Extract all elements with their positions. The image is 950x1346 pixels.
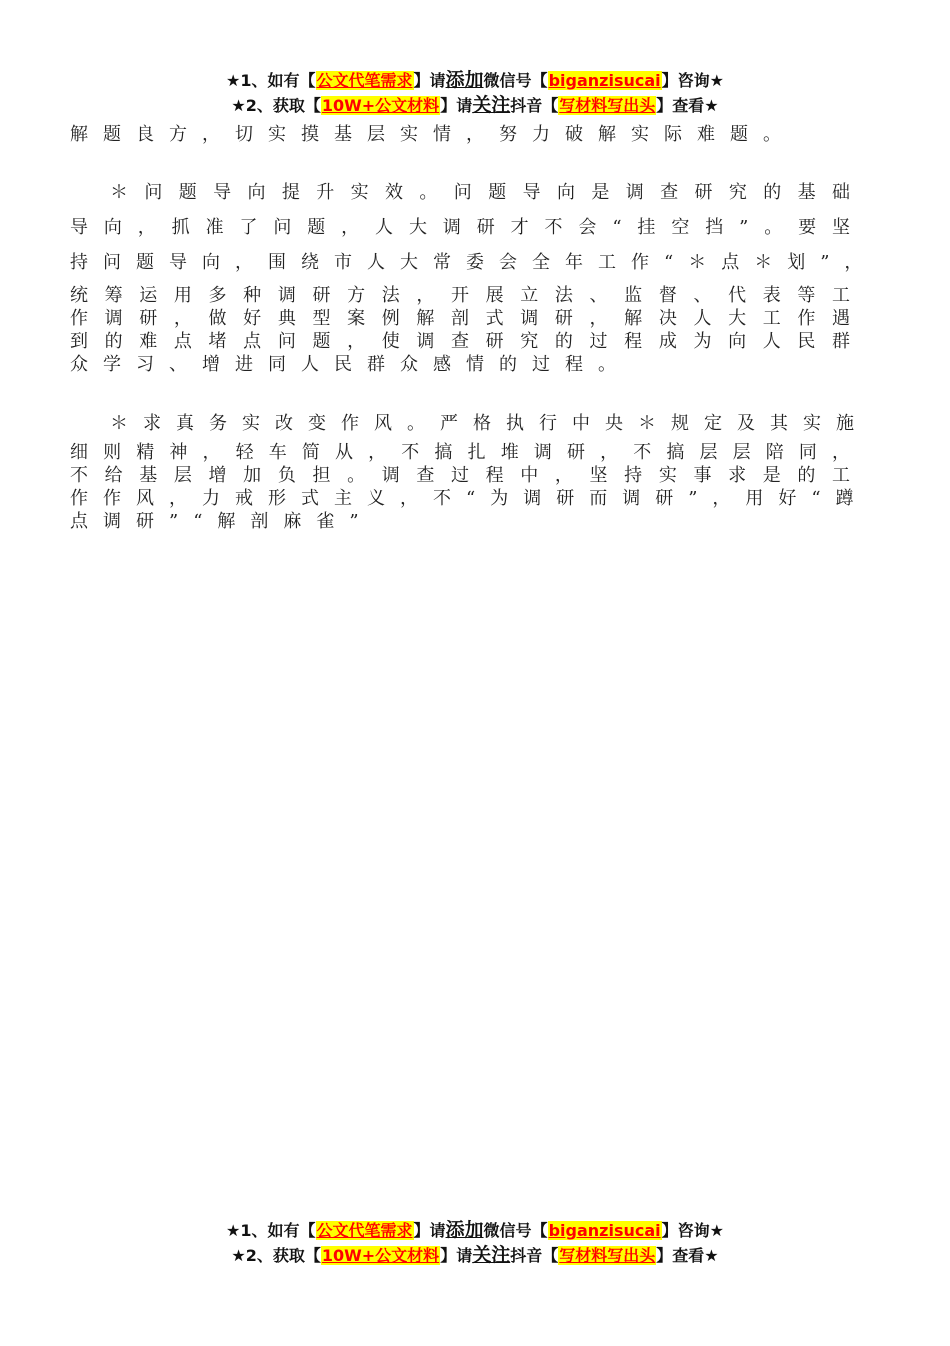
banner-text: 】咨询 <box>661 71 710 90</box>
footer-banner-line-1 <box>0 1218 950 1243</box>
paragraph-work-style <box>70 406 869 533</box>
paragraph-line: 统筹运用多种调研方法，开展立法、监督、代表等工 <box>70 285 865 306</box>
banner-text: 1、如有【 <box>240 71 316 90</box>
footer-banner-line-2 <box>0 1243 950 1268</box>
highlight-materials: 10W+公文材料 <box>321 1246 440 1265</box>
star-icon: ★ <box>231 1246 246 1265</box>
paragraph-line: 到的难点堵点问题，使调查研究的过程成为向人民群 <box>70 331 865 352</box>
highlight-materials: 10W+公文材料 <box>321 96 440 115</box>
header-banner-line-1 <box>0 68 950 93</box>
highlight-douyin-account: 写材料写出头 <box>559 96 656 115</box>
paragraph-line: ＊问题导向提升实效。问题导向是调查研究的基础 <box>110 182 865 203</box>
highlight-douyin-account: 写材料写出头 <box>559 1246 656 1265</box>
paragraph-line: 作调研，做好典型案例解剖式调研，解决人大工作遇 <box>70 308 865 329</box>
header-banner <box>0 68 950 118</box>
banner-text: 1、如有【 <box>240 1221 316 1240</box>
banner-text: 】请 <box>413 1221 446 1240</box>
paragraph-line: 导向，抓准了问题，人大调研才不会“挂空挡”。要坚 <box>70 217 865 238</box>
banner-text: 抖音【 <box>510 96 559 115</box>
paragraph-line: 细则精神，轻车简从，不搞扎堆调研，不搞层层陪同， <box>70 442 865 463</box>
star-icon: ★ <box>709 1221 724 1240</box>
paragraph-continuation <box>70 117 865 152</box>
highlight-wechat-id: biganzisucai <box>548 1221 661 1240</box>
star-icon: ★ <box>704 96 719 115</box>
paragraph-line: 众学习、增进同人民群众感情的过程。 <box>70 354 631 375</box>
banner-text: 】咨询 <box>661 1221 710 1240</box>
banner-text: 】请 <box>440 96 473 115</box>
paragraph-line: 点调研”“解剖麻雀” <box>70 511 374 532</box>
banner-text: 2、获取【 <box>245 1246 321 1265</box>
paragraph-line: 解题良方，切实摸基层实情，努力破解实际难题。 <box>70 124 796 145</box>
emphasis-follow: 关注 <box>472 94 511 116</box>
emphasis-add: 添加 <box>445 69 484 91</box>
banner-text: 微信号【 <box>483 1221 548 1240</box>
star-icon: ★ <box>226 1221 241 1240</box>
paragraph-line: 不给基层增加负担。调查过程中，坚持实事求是的工 <box>70 465 865 486</box>
star-icon: ★ <box>704 1246 719 1265</box>
highlight-service: 公文代笔需求 <box>316 71 413 90</box>
paragraph-line: 持问题导向，围绕市人大常委会全年工作“＊点＊划”， <box>70 252 878 273</box>
highlight-service: 公文代笔需求 <box>316 1221 413 1240</box>
emphasis-follow: 关注 <box>472 1244 511 1266</box>
star-icon: ★ <box>231 96 246 115</box>
banner-text: 】请 <box>440 1246 473 1265</box>
banner-text: 2、获取【 <box>245 96 321 115</box>
banner-text: 】请 <box>413 71 446 90</box>
header-banner-line-2 <box>0 93 950 118</box>
footer-banner <box>0 1218 950 1268</box>
paragraph-line: 作作风，力戒形式主义，不“为调研而调研”，用好“蹲 <box>70 488 869 509</box>
banner-text: 抖音【 <box>510 1246 559 1265</box>
emphasis-add: 添加 <box>445 1219 484 1241</box>
paragraph-problem-oriented <box>70 175 878 376</box>
star-icon: ★ <box>226 71 241 90</box>
highlight-wechat-id: biganzisucai <box>548 71 661 90</box>
banner-text: 】查看 <box>656 96 705 115</box>
banner-text: 微信号【 <box>483 71 548 90</box>
paragraph-line: ＊求真务实改变作风。严格执行中央＊规定及其实施 <box>110 413 869 434</box>
banner-text: 】查看 <box>656 1246 705 1265</box>
star-icon: ★ <box>709 71 724 90</box>
